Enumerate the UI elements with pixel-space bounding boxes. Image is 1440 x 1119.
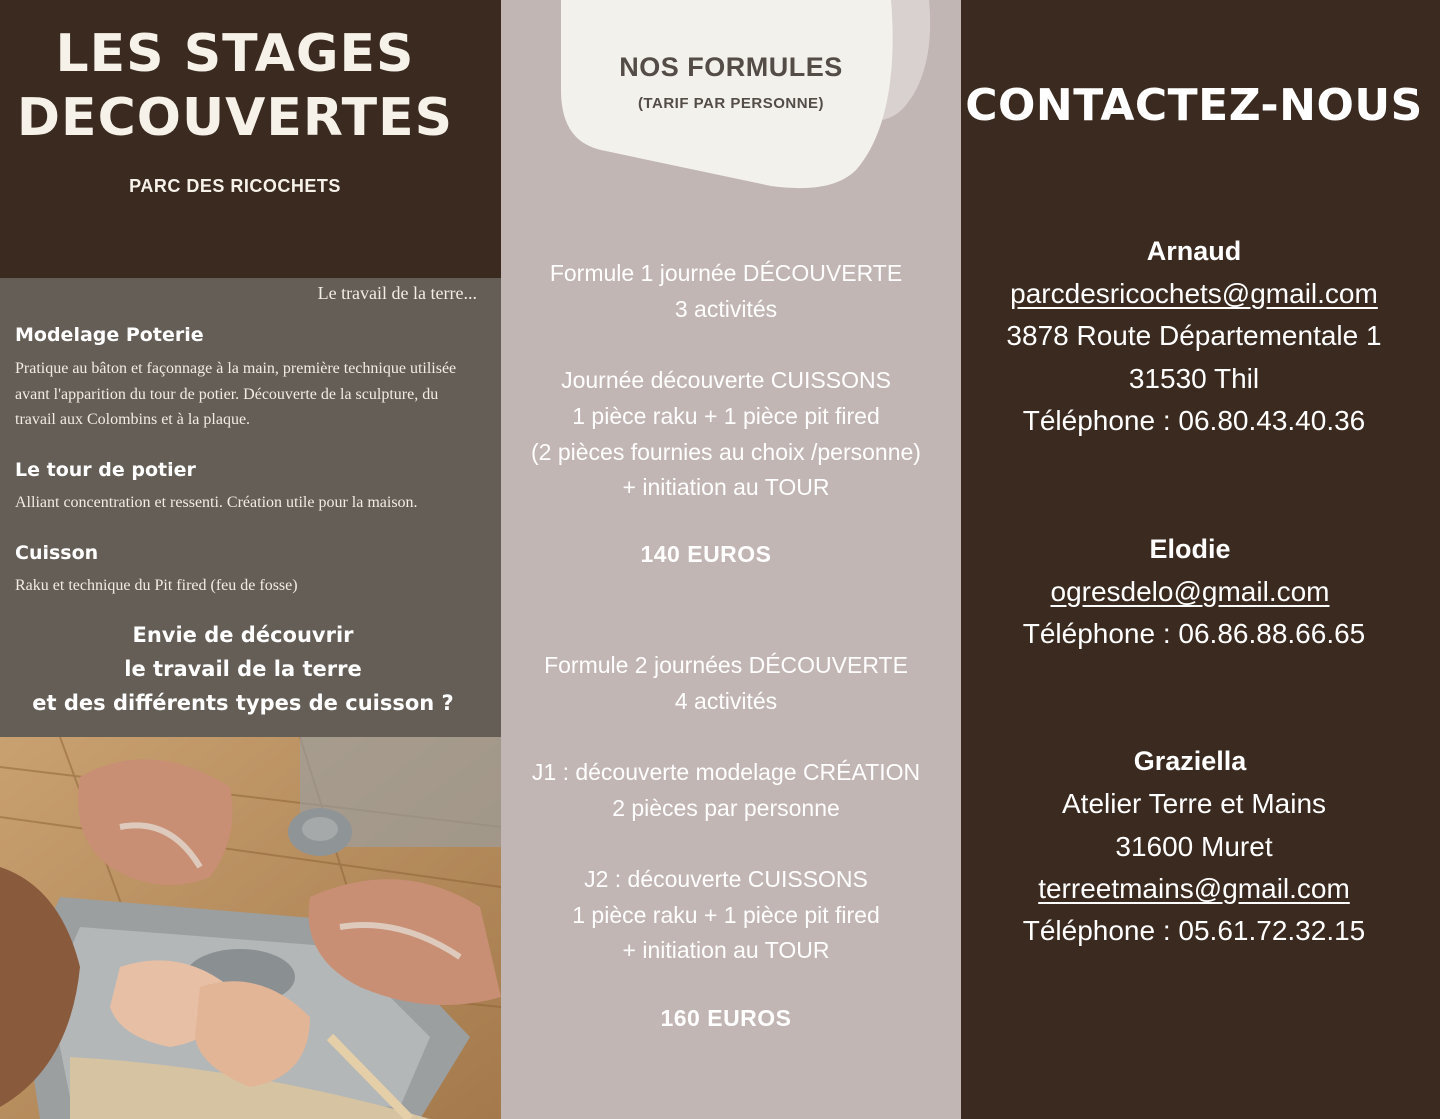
formule2-line-3: J1 : découverte modelage CRÉATION — [531, 759, 921, 785]
formules-panel — [501, 0, 961, 1119]
left-panel — [0, 0, 501, 1119]
page-title — [0, 22, 470, 150]
email-link-elodie[interactable]: ogresdelo@gmail.com — [1050, 576, 1330, 607]
formule1-line-4: 1 pièce raku + 1 pièce pit fired — [572, 403, 880, 429]
phone-graziella: Téléphone : 05.61.72.32.15 — [1022, 915, 1366, 946]
formule2-line-2: 4 activités — [674, 688, 778, 714]
formule2-line-5: J2 : découverte CUISSONS — [584, 866, 868, 892]
activities-section — [0, 278, 501, 737]
formule1-price: 140 EUROS — [640, 541, 772, 567]
formules-title: NOS FORMULES — [619, 52, 843, 82]
formule1-line-5: (2 pièces fournies au choix /personne) — [531, 439, 921, 465]
formule1-line-1: Formule 1 journée DÉCOUVERTE — [549, 260, 903, 286]
phone-arnaud: Téléphone : 06.80.43.40.36 — [1022, 405, 1366, 436]
call-to-action — [0, 618, 486, 720]
formule1-line-6: + initiation au TOUR — [622, 474, 830, 500]
cta-line-2: le travail de la terre — [124, 657, 362, 681]
formules-subtitle: (TARIF PAR PERSONNE) — [637, 95, 825, 112]
formule2-line-4: 2 pièces par personne — [612, 795, 840, 821]
left-header — [0, 0, 501, 278]
email-link-arnaud[interactable]: parcdesricochets@gmail.com — [1010, 278, 1378, 309]
email-link-graziella[interactable]: terreetmains@gmail.com — [1038, 873, 1350, 904]
contact-panel — [961, 0, 1440, 1119]
page-subtitle: PARC DES RICOCHETS — [129, 176, 341, 196]
title-line-1: LES STAGES — [55, 24, 415, 84]
section-title-modelage: Modelage Poterie — [15, 324, 204, 346]
pottery-hands-photo — [0, 737, 501, 1119]
title-line-2: DECOUVERTES — [16, 88, 454, 148]
contact-name-elodie: Elodie — [1149, 534, 1231, 564]
city-arnaud: 31530 Thil — [1128, 363, 1260, 394]
pottery-photo-illustration — [0, 737, 501, 1119]
formule1-line-2: 3 activités — [674, 296, 778, 322]
formule2-line-7: + initiation au TOUR — [622, 937, 830, 963]
formule2-price: 160 EUROS — [660, 1005, 792, 1031]
formule2-line-1: Formule 2 journées DÉCOUVERTE — [544, 652, 908, 678]
intro-text: Le travail de la terre... — [317, 283, 477, 303]
section-title-tour: Le tour de potier — [15, 459, 196, 481]
phone-elodie: Téléphone : 06.86.88.66.65 — [1022, 618, 1366, 649]
contact-name-arnaud: Arnaud — [1146, 236, 1242, 266]
contact-name-graziella: Graziella — [1133, 746, 1247, 776]
section-text-tour: Alliant concentration et ressenti. Création utile pour la maison. — [15, 494, 418, 511]
section-text-cuisson: Raku et technique du Pit fired (feu de fosse) — [15, 577, 298, 594]
cta-line-3: et des différents types de cuisson ? — [32, 691, 454, 715]
section-text-modelage: Pratique au bâton et façonnage à la main, première technique utilisée avant l'apparition du tour de potier. Découverte de la sculpture, du travail aux Colombins et à la plaque. — [15, 360, 457, 428]
atelier-graziella: Atelier Terre et Mains — [1061, 788, 1327, 819]
cta-line-1: Envie de découvrir — [132, 623, 354, 647]
formule1-line-3: Journée découverte CUISSONS — [561, 367, 891, 393]
address-arnaud: 3878 Route Départementale 1 — [1006, 320, 1382, 351]
section-title-cuisson: Cuisson — [15, 542, 99, 564]
contact-title: CONTACTEZ-NOUS — [965, 80, 1423, 131]
city-graziella: 31600 Muret — [1115, 831, 1273, 862]
formule2-line-6: 1 pièce raku + 1 pièce pit fired — [572, 902, 880, 928]
